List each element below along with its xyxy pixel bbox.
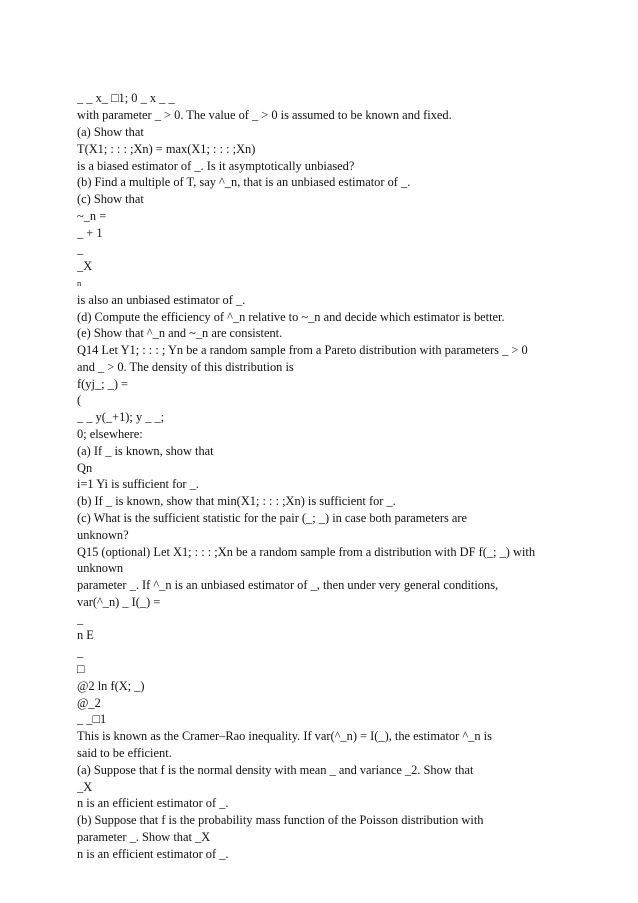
text-line: (d) Compute the efficiency of ^_n relative to ~_n and decide which estimator is better. <box>77 310 505 324</box>
text-line: Q15 (optional) Let X1; : : : ;Xn be a random sample from a distribution with DF f(_; _) with <box>77 545 536 559</box>
text-line: (e) Show that ^_n and ~_n are consistent. <box>77 326 283 340</box>
text-line: f(yj_; _) = <box>77 377 129 391</box>
text-line: unknown <box>77 561 124 575</box>
text-line: said to be efficient. <box>77 746 172 760</box>
text-line: _ <box>77 242 84 256</box>
text-line: T(X1; : : : ;Xn) = max(X1; : : : ;Xn) <box>77 142 256 156</box>
text-line: parameter _. If ^_n is an unbiased estimator of _, then under very general conditions, <box>77 578 499 592</box>
text-line: @_2 <box>77 696 101 710</box>
text-line: _ _□1 <box>77 712 107 726</box>
text-line: ( <box>77 393 82 407</box>
text-line: @2 ln f(X; _) <box>77 679 145 693</box>
text-line: (b) If _ is known, show that min(X1; : : : ;Xn) is sufficient for _. <box>77 494 396 508</box>
text-line: Q14 Let Y1; : : : ; Yn be a random sample from a Pareto distribution with parameters _ > 0 <box>77 343 528 357</box>
text-line: (c) Show that <box>77 192 144 206</box>
text-line: _ <box>77 612 84 626</box>
text-line: _X <box>77 259 93 273</box>
text-line: 0; elsewhere: <box>77 427 143 441</box>
text-line: (b) Find a multiple of T, say ^_n, that is an unbiased estimator of _. <box>77 175 411 189</box>
text-line: _ _ x_ □1; 0 _ x _ _ <box>77 91 175 105</box>
text-line: n <box>77 278 82 288</box>
text-line: and _ > 0. The density of this distribution is <box>77 360 294 374</box>
text-line: This is known as the Cramer–Rao inequality. If var(^_n) = I(_), the estimator ^_n is <box>77 729 492 743</box>
text-line: (c) What is the sufficient statistic for the pair (_; _) in case both parameters are <box>77 511 468 525</box>
text-line: (a) Suppose that f is the normal density with mean _ and variance _2. Show that <box>77 763 474 777</box>
text-line: Qn <box>77 461 93 475</box>
text-line: _X <box>77 780 93 794</box>
text-line: (a) Show that <box>77 125 144 139</box>
text-line: var(^_n) _ I(_) = <box>77 595 161 609</box>
text-line: _ <box>77 645 84 659</box>
text-line: n is an efficient estimator of _. <box>77 796 229 810</box>
text-line: is a biased estimator of _. Is it asymptotically unbiased? <box>77 159 355 173</box>
text-line: parameter _. Show that _X <box>77 830 211 844</box>
text-line: (b) Suppose that f is the probability mass function of the Poisson distribution with <box>77 813 484 827</box>
text-line: i=1 Yi is sufficient for _. <box>77 477 199 491</box>
text-line: is also an unbiased estimator of _. <box>77 293 246 307</box>
text-line: n is an efficient estimator of _. <box>77 847 229 861</box>
text-line: with parameter _ > 0. The value of _ > 0 is assumed to be known and fixed. <box>77 108 452 122</box>
text-line: _ + 1 <box>77 226 103 240</box>
text-line: ~_n = <box>77 209 107 223</box>
text-line: n E <box>77 628 94 642</box>
text-line: unknown? <box>77 528 129 542</box>
text-line: (a) If _ is known, show that <box>77 444 214 458</box>
text-line: □ <box>77 662 85 676</box>
text-line: _ _ y(_+1); y _ _; <box>77 410 165 424</box>
